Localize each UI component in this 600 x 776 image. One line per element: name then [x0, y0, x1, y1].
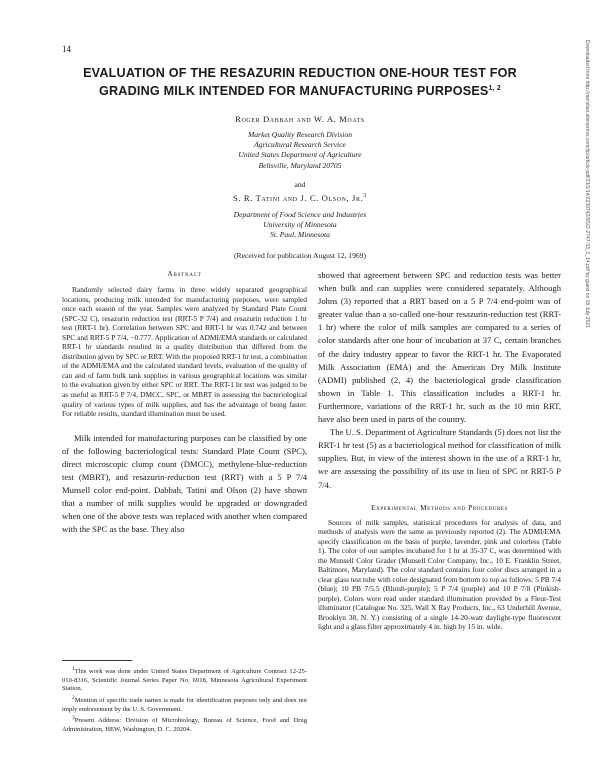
authors-group-1: Roger Dabbah and W. A. Moats: [235, 114, 365, 124]
affiliation-1-line: Market Quality Research Division: [247, 130, 353, 139]
footnote-1-text: This work was done under United States Department of Agriculture Contract 12-25-010-8316, Scientific Journal Series Paper No. 6918, Minnesota Agricultural Experiment Station.: [62, 668, 307, 693]
affiliation-2-line: University of Minnesota: [263, 220, 337, 230]
footnote-1-mark: 1: [72, 666, 75, 672]
intro-paragraph-right-2: The U. S. Department of Agriculture Standards (5) does not list the RRT-1 hr test (5) as a bacteriological method for classification of milk supplies. But, in view of the interest shown in the use of a RRT-1 hr, we are assessing the possibility of its use in lieu of SPC or RRT-5 P 7/4.: [318, 427, 561, 490]
affiliation-2: [100, 210, 500, 241]
affiliation-1: [100, 130, 500, 171]
intro-paragraph-left: Milk intended for manufacturing purposes can be classified by one of the following bacteriological tests: Standard Plate Count (SPC), direct microscopic clump count (DMCC), methylene-blue-reduction test (MBRT), and resazurin-reduction test (RRT) with a 5 P 7/4 Munsell color end-point. Dabbah, Tatini and Olson (2) have shown that a number of milk supplies would be upgraded or downgraded when one of the above tests was replaced with another when compared with the SPC as the base. They also: [62, 432, 307, 535]
authors-group-2-text: S. R. Tatini and J. C. Olson, Jr.: [233, 193, 364, 203]
article-title-text: EVALUATION OF THE RESAZURIN REDUCTION ONE-HOUR TEST FOR GRADING MILK INTENDED FOR MANUFACTURING PURPOSES: [83, 66, 517, 99]
footnotes: [62, 660, 307, 735]
author-footnote-mark: 3: [363, 193, 367, 200]
methods-heading: Experimental Methods and Procedures: [371, 502, 508, 512]
title-footnote-mark: 1, 2: [488, 85, 501, 92]
footnote-2-mark: 2: [72, 694, 75, 701]
download-watermark-text: Downloaded from http://meridian.allenpress.com/jfp/article-pdf/33/1/14/2239742/0022-2747-33_1_14.pdf by guest on 18 July 2021: [584, 40, 590, 328]
affiliation-2-line: Department of Food Science and Industries: [233, 210, 367, 219]
abstract-text: Randomly selected dairy farms in three widely separated geographical locations, producing milk intended for manufacturing purposes, were sampled once each season of the year. Samples were analyzed by Standard Plate Count (SPC-32 C), resazurin reduction test (RRT-5 P 7/4) and resazurin reduction 1 hr test (RRT-1 hr). Correlation between SPC and RRT-1 hr was 0.742 and between SPC and RRT-5 P 7/4, −0.777. Application of ADMI/EMA standards or calculated RRT-1 hr standards resulted in a quality distribution that differed from the distribution given by SPC or RRT. With the proposed RRT-1 hr test, a combination of the ADMI/EMA and the calculated standard levels, evaluation of the quality of can and of farm bulk tank supplies in various geographical locations was similar to the evaluation given by either SPC or RRT. The RRT-1 hr test was judged to be as useful as RRT-5 P 7/4, DMCC, SPC, or MBRT in assessing the bacteriological quality of various types of milk supplies, and has the advantage of being faster. For reliable results, standard illumination must be used.: [62, 285, 307, 419]
footnote-rule: [62, 660, 132, 661]
footnote-3-text: Present Address: Division of Microbiology, Bureau of Science, Food and Drug Administration, HEW, Washington, D. C. 20204.: [62, 717, 307, 734]
affiliation-1-line: Beltsville, Maryland 20705: [258, 160, 342, 170]
received-date: (Received for publication August 12, 1969): [233, 251, 367, 260]
article-title: [70, 66, 530, 99]
affiliation-2-line: St. Paul, Minnesota: [270, 230, 330, 240]
and-separator: and: [294, 180, 306, 189]
left-column: [62, 269, 307, 536]
page-number: 14: [62, 44, 71, 54]
footnote-1: [62, 665, 307, 694]
methods-text: Sources of milk samples, statistical procedures for analysis of data, and methods of analysis were the same as previously reported (2). The ADMI/EMA specify classification on the basis of purple, lavender, pink and colorless (Table 1). The color of our samples incubated for 1 hr at 35-37 C, was determined with the Munsell Color Grader (Munsell Color Company, Inc., 10 E. Franklin Street, Baltimore, Maryland). The color standard contains four color discs arranged in a clear glass test tube with color designated from bottom to top as follows: 5 PB 7/4 (blue); 10 PB 7/5.5 (Bluish-purple); 5 P 7/4 (purple) and 10 P 7/8 (Pinkish-purple). Colors were read under standard illumination provided by a Fleur-Test illuminator (Catalogue No. 325, Wall X Ray Products, Inc., 63 Underhill Avenue, Brooklyn 38, N. Y.) consisting of a single 14-20-watt daylight-type fluorescent light and a glass filter approximately 4 in. high by 15 in. wide.: [318, 517, 561, 632]
intro-paragraph-right-1: showed that agreement between SPC and reduction tests was better when bulk and can supplies were considered separately. Although Johns (3) reported that a RRT based on a 5 P 7/4 end-point was of greater value than a so-called one-hour resazurin-reduction test (RRT-1 hr) where the color of milk samples are compared to a series of color standards after one hour of incubation at 37 C, certain branches of the dairy industry appear to favor the RRT-1 hr. The Evaporated Milk Association (EMA) and the American Dry Milk Institute (ADMI) published (2, 4) the bacteriological grade classification shown in Table 1. This classification includes a RRT-1 hr. Furthermore, variations of the RRT-1 hr, such as the 10 min RRT, have also been used in parts of the country.: [318, 270, 561, 425]
footnote-2-text: Mention of specific trade names is made for identification purposes only and does not imply endorsement by the U. S. Government.: [62, 697, 307, 713]
abstract-heading: Abstract: [167, 269, 202, 278]
right-column: [318, 269, 561, 632]
footnote-3: [62, 714, 307, 734]
authors-group-2: [100, 193, 500, 203]
affiliation-1-line: United States Department of Agriculture: [238, 150, 362, 160]
affiliation-1-line: Agricultural Research Service: [254, 140, 346, 150]
footnote-2: [62, 694, 307, 714]
download-watermark: [576, 40, 590, 600]
footnote-3-mark: 3: [72, 715, 75, 722]
